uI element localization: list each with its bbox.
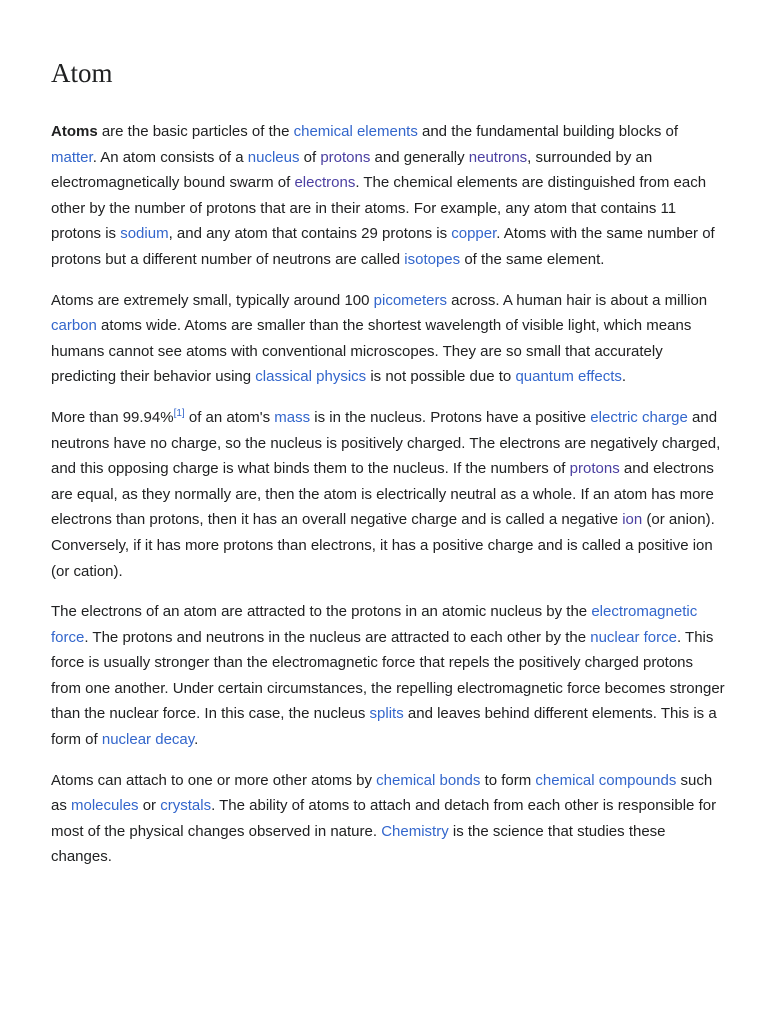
link-carbon[interactable]: carbon <box>51 317 97 335</box>
link-protons[interactable]: protons <box>320 148 371 166</box>
text-run: and electrons are equal, as they normally are, then the atom is electrically neutral as a whole. If an atom has more electrons than protons, then it has an overall negative charge and is called a negative <box>51 460 714 529</box>
text-run: , and any atom that contains 29 protons is <box>168 225 452 243</box>
paragraph-1 <box>51 119 726 273</box>
citation <box>174 408 185 419</box>
text-run: More than 99.94% <box>51 408 174 426</box>
link-chemical-compounds[interactable]: chemical compounds <box>535 771 677 789</box>
text-run: is in the nucleus. Protons have a positive <box>310 408 591 426</box>
text-run: . <box>194 731 199 749</box>
link-nuclear-decay[interactable]: nuclear decay <box>101 731 195 749</box>
text-run: to form <box>480 771 536 789</box>
text-run: . <box>621 368 627 386</box>
link-electromagnetic-force[interactable]: electromagnetic force <box>51 603 698 646</box>
text-run: across. A human hair is about a million <box>447 291 708 309</box>
link-chemical-bonds[interactable]: chemical bonds <box>376 771 481 789</box>
link-picometers[interactable]: picometers <box>373 291 447 309</box>
text-run: . An atom consists of a <box>92 148 248 166</box>
text-run: are the basic particles of the <box>97 123 294 140</box>
text-run: Atoms can attach to one or more other atoms by <box>51 771 377 789</box>
paragraph-2 <box>51 288 726 390</box>
text-run: or <box>138 797 161 815</box>
link-electric-charge[interactable]: electric charge <box>590 408 688 426</box>
text-run: . The chemical elements are distinguished from each other by the number of protons that are in their atoms. For example, any atom that contains 11 protons is <box>51 174 707 243</box>
text-run: is the science that studies these changes. <box>51 822 666 866</box>
link-matter[interactable]: matter <box>51 148 93 166</box>
text-run: The electrons of an atom are attracted to the protons in an atomic nucleus by the <box>51 603 592 621</box>
link-chemistry[interactable]: Chemistry <box>381 822 449 840</box>
paragraph-4 <box>51 599 726 753</box>
link-quantum-effects[interactable]: quantum effects <box>515 368 622 386</box>
citation-link[interactable]: [1] <box>173 407 185 419</box>
text-run: and generally <box>370 148 469 166</box>
bold-term: Atoms <box>51 123 98 140</box>
link-splits[interactable]: splits <box>369 705 404 723</box>
paragraph-3 <box>51 405 726 584</box>
text-run: Atoms are extremely small, typically around 100 <box>51 291 374 309</box>
text-run: such as <box>51 771 713 815</box>
link-neutrons[interactable]: neutrons <box>468 148 528 166</box>
link-sodium[interactable]: sodium <box>120 225 169 243</box>
link-nuclear-force[interactable]: nuclear force <box>590 628 677 646</box>
link-ion[interactable]: ion <box>622 511 643 529</box>
text-run: and neutrons have no charge, so the nucleus is positively charged. The electrons are negatively charged, and this opposing charge is what binds them to the nucleus. If the numbers of <box>51 408 721 478</box>
link-classical-physics[interactable]: classical physics <box>255 368 367 386</box>
link-chemical-elements[interactable]: chemical elements <box>293 123 418 140</box>
text-run: is not possible due to <box>366 368 516 386</box>
text-run: , surrounded by an electromagnetically bound swarm of <box>51 148 653 192</box>
text-run: and leaves behind different elements. This is a form of <box>51 705 717 749</box>
text-run: of an atom's <box>184 408 275 426</box>
link-electrons[interactable]: electrons <box>294 174 356 192</box>
text-run: of <box>299 148 321 166</box>
link-mass[interactable]: mass <box>274 408 311 426</box>
text-run: of the same element. <box>460 250 605 268</box>
paragraph-5 <box>51 768 726 870</box>
link-isotopes[interactable]: isotopes <box>404 250 461 268</box>
link-molecules[interactable]: molecules <box>71 797 139 815</box>
link-nucleus[interactable]: nucleus <box>247 148 300 166</box>
text-run: . The protons and neutrons in the nucleus are attracted to each other by the <box>84 628 591 646</box>
text-run: atoms wide. Atoms are smaller than the shortest wavelength of visible light, which means humans cannot see atoms with conventional microscopes. They are so small that accurately predicting their behavior using <box>51 317 692 386</box>
article-body <box>51 119 726 885</box>
text-run: . The ability of atoms to attach and detach from each other is responsible for most of the physical changes observed in nature. <box>51 797 717 840</box>
link-crystals[interactable]: crystals <box>160 797 212 815</box>
text-run: (or anion). Conversely, if it has more protons than electrons, it has a positive charge and is called a positive ion (or cation). <box>51 511 715 580</box>
text-run: and the fundamental building blocks of <box>417 123 679 140</box>
text-run: . This force is usually stronger than the electromagnetic force that repels the positively charged protons from one another. Under certain circumstances, the repelling electromagnetic force becomes stronger than the nuclear force. In this case, the nucleus <box>51 628 725 723</box>
link-copper[interactable]: copper <box>451 225 497 243</box>
page-title: Atom <box>51 58 113 88</box>
link-protons[interactable]: protons <box>569 460 620 478</box>
text-run: . Atoms with the same number of protons but a different number of neutrons are called <box>51 225 715 268</box>
